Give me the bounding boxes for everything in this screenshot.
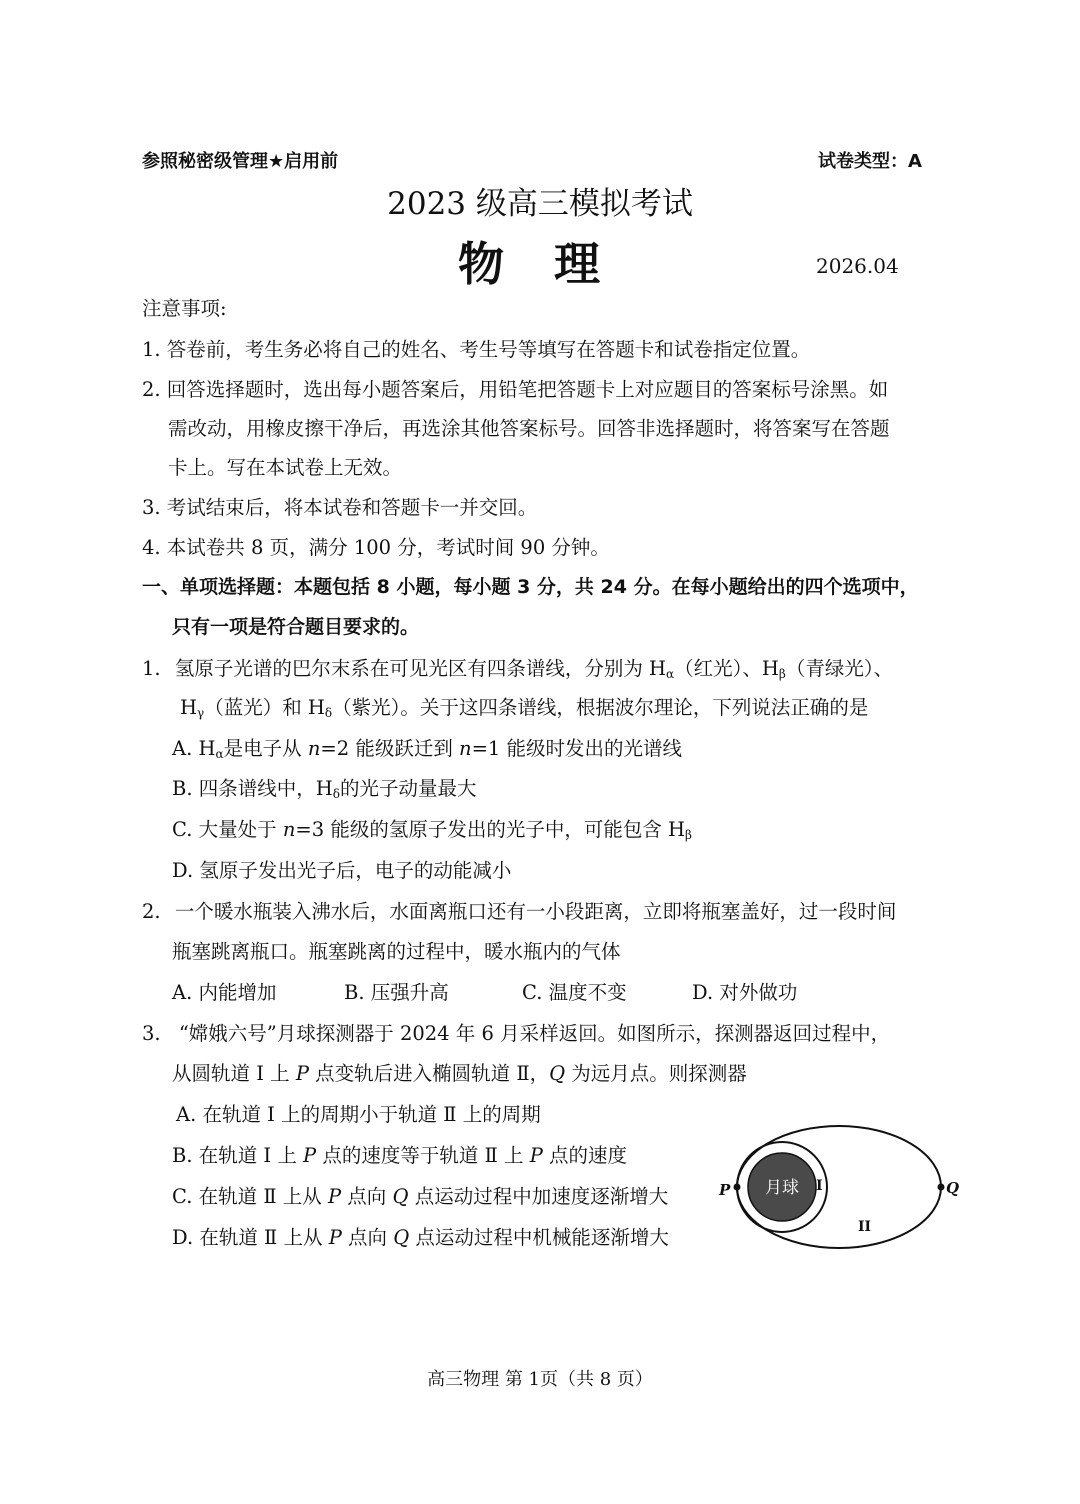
notice-item-3: 3. 考试结束后，将本试卷和答题卡一并交回。	[142, 496, 538, 519]
notice-item-2-cont: 需改动，用橡皮擦干净后，再选涂其他答案标号。回答非选择题时，将答案写在答题	[168, 417, 890, 440]
q3-option-b: B. 在轨道 Ⅰ 上 P 点的速度等于轨道 Ⅱ 上 P 点的速度	[172, 1144, 628, 1167]
q2-option-a: A. 内能增加	[172, 981, 277, 1004]
page-footer: 高三物理 第 1页（共 8 页）	[427, 1369, 653, 1390]
notice-item-4: 4. 本试卷共 8 页，满分 100 分，考试时间 90 分钟。	[142, 536, 610, 559]
point-q-dot	[938, 1184, 945, 1191]
q3-stem-line1: 3. “嫦娥六号”月球探测器于 2024 年 6 月采样返回。如图所示，探测器返回过程中，	[142, 1022, 891, 1045]
notice-heading: 注意事项:	[142, 297, 227, 320]
notice-item-1: 1. 答卷前，考生务必将自己的姓名、考生号等填写在答题卡和试卷指定位置。	[142, 338, 811, 361]
label-orbit-i: I	[816, 1178, 823, 1194]
q2-options	[172, 980, 797, 1006]
q3-number: 3.	[142, 1022, 161, 1045]
q1-number: 1.	[142, 657, 161, 680]
notice-item-2-cont2: 卡上。写在本试卷上无效。	[168, 456, 403, 479]
q3-option-a: A. 在轨道 Ⅰ 上的周期小于轨道 Ⅱ 上的周期	[176, 1103, 541, 1126]
q2-option-c: C. 温度不变	[522, 981, 627, 1004]
exam-title: 2023 级高三模拟考试	[387, 186, 693, 222]
confidential-label: 参照秘密级管理★启用前	[142, 151, 339, 172]
q2-option-d: D. 对外做功	[692, 981, 798, 1004]
notice-item-2: 2. 回答选择题时，选出每小题答案后，用铅笔把答题卡上对应题目的答案标号涂黑。如	[142, 378, 889, 401]
q1-option-b: B. 四条谱线中，$H_\delta$的光子动量最大	[172, 777, 477, 801]
q1-stem-line1: 1. 氢原子光谱的巴尔末系在可见光区有四条谱线，分别为 $H_\alpha$（红光）、$H_\beta$（青绿光）、	[142, 657, 894, 681]
q3-option-c: C. 在轨道 Ⅱ 上从 P 点向 Q 点运动过程中加速度逐渐增大	[172, 1185, 669, 1208]
point-p-dot	[734, 1184, 741, 1191]
q3-stem-line2: 从圆轨道 Ⅰ 上 P 点变轨后进入椭圆轨道 Ⅱ，Q 为远月点。则探测器	[172, 1062, 747, 1085]
label-q: Q	[946, 1179, 960, 1197]
paper-type-label: 试卷类型：A	[818, 151, 922, 172]
label-p: P	[719, 1181, 731, 1199]
q2-number: 2.	[142, 900, 161, 923]
q2-stem-line1: 2. 一个暖水瓶装入沸水后，水面离瓶口还有一小段距离，立即将瓶塞盖好，过一段时间	[142, 900, 897, 923]
exam-date: 2026.04	[816, 254, 899, 278]
label-orbit-ii: II	[858, 1219, 872, 1235]
subject-title: 物 理	[458, 237, 602, 291]
q1-option-d: D. 氢原子发出光子后，电子的动能减小	[172, 859, 512, 882]
orbit-diagram	[706, 1125, 966, 1265]
q1-option-a: A. $H_\alpha$是电子从 n=2 能级跃迁到 n=1 能级时发出的光谱线	[172, 737, 683, 761]
moon-label: 月球	[765, 1178, 799, 1198]
q2-option-b: B. 压强升高	[344, 981, 449, 1004]
q3-option-d: D. 在轨道 Ⅱ 上从 P 点向 Q 点运动过程中机械能逐渐增大	[172, 1226, 669, 1249]
q2-stem-line2: 瓶塞跳离瓶口。瓶塞跳离的过程中，暖水瓶内的气体	[172, 940, 621, 963]
q1-stem-line2: $H_\gamma$（蓝光）和 $H_\delta$（紫光）。关于这四条谱线，根据波尔理论，下列说法正确的是	[180, 696, 869, 720]
section1-heading: 一、单项选择题：本题包括 8 小题，每小题 3 分，共 24 分。在每小题给出的四个选项中，	[142, 576, 919, 598]
section1-heading-cont: 只有一项是符合题目要求的。	[172, 616, 420, 638]
q1-option-c: C. 大量处于 n=3 能级的氢原子发出的光子中，可能包含 $H_\beta$	[172, 818, 692, 842]
